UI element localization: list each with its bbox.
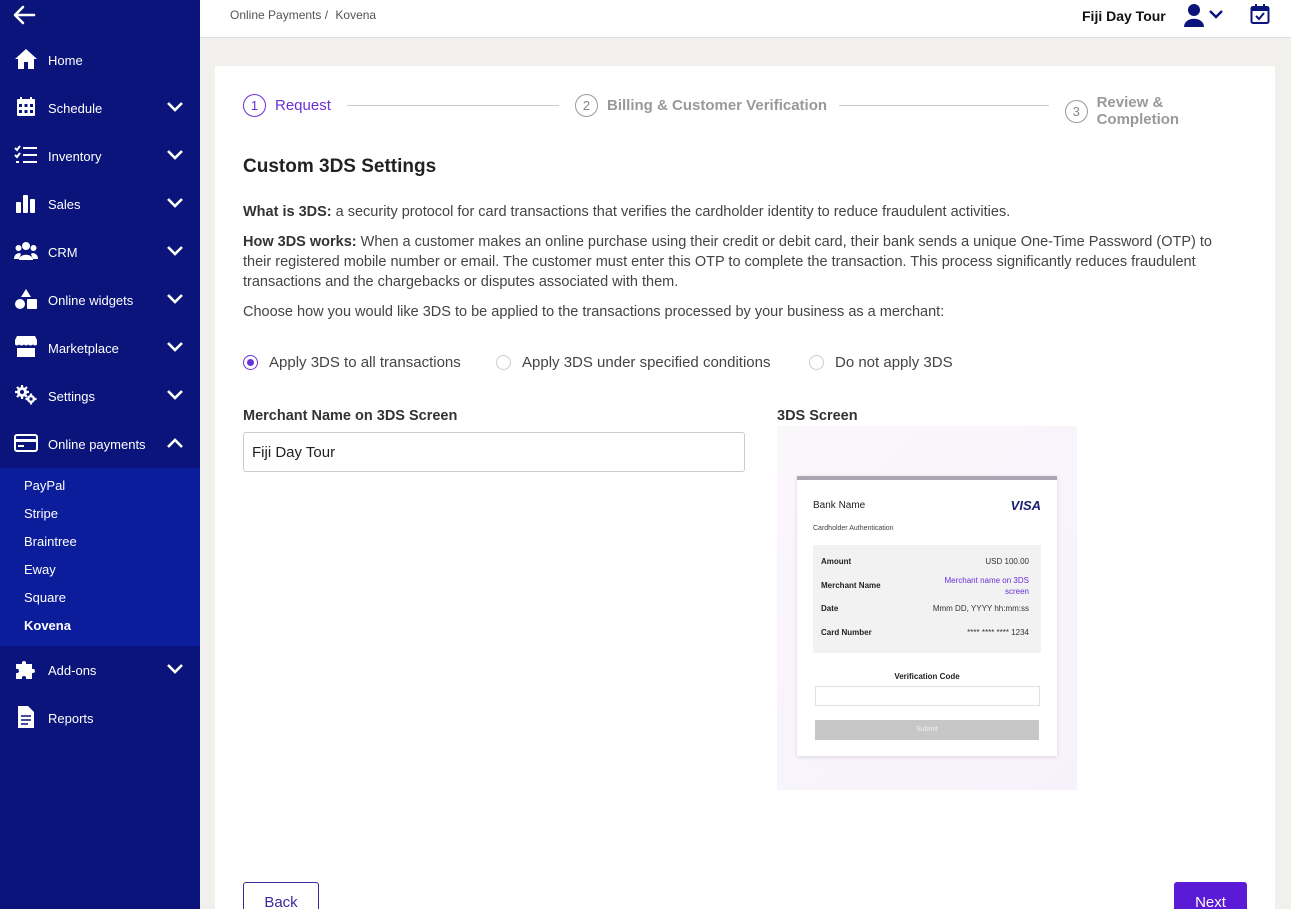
preview-submit-button: Submit xyxy=(815,720,1039,740)
checklist-icon xyxy=(14,144,38,166)
sidebar-item-add-ons[interactable] xyxy=(0,646,200,694)
credit-card-icon xyxy=(14,432,38,454)
page-title: Custom 3DS Settings xyxy=(243,156,437,177)
radio-apply-all[interactable] xyxy=(243,354,461,371)
submenu-item-square[interactable]: Square xyxy=(24,590,66,605)
gears-icon xyxy=(14,384,38,406)
sidebar-item-label: Online payments xyxy=(48,436,146,452)
user-menu-button[interactable] xyxy=(1184,3,1228,27)
sidebar-item-reports[interactable] xyxy=(0,694,200,742)
visa-logo: VISA xyxy=(1010,498,1041,513)
submenu-item-stripe[interactable]: Stripe xyxy=(24,506,58,521)
online-payments-submenu xyxy=(0,468,200,646)
radio-label: Apply 3DS to all transactions xyxy=(269,354,461,371)
radio-apply-conditions[interactable] xyxy=(496,354,770,371)
preview-row-key: Amount xyxy=(821,557,852,566)
back-button[interactable]: Back xyxy=(243,882,319,909)
step-request xyxy=(243,94,331,117)
how-3ds-works-body: When a customer makes an online purchase using their credit or debit card, their bank sends a unique One-Time Password (OTP) to their registered mobile number or email. The customer must enter this OTP to complete the transaction. This process significantly reduces fraudulent transactions and the chargebacks or disputes associated with them. xyxy=(243,234,1212,290)
merchant-name-input[interactable] xyxy=(243,432,745,472)
chevron-down-icon[interactable] xyxy=(166,149,184,161)
sidebar-item-label: Reports xyxy=(48,710,94,726)
radio-dot[interactable] xyxy=(496,355,511,370)
step-number: 1 xyxy=(243,94,266,117)
chevron-down-icon[interactable] xyxy=(166,245,184,257)
chevron-up-icon[interactable] xyxy=(166,437,184,449)
radio-do-not-apply[interactable] xyxy=(809,354,953,371)
preview-row-key: Date xyxy=(821,604,839,613)
preview-verification-label: Verification Code xyxy=(894,672,960,681)
sidebar-item-label: Home xyxy=(48,52,83,68)
user-icon xyxy=(1184,4,1204,27)
merchant-name-label: Merchant Name on 3DS Screen xyxy=(243,408,458,424)
radio-dot[interactable] xyxy=(243,355,258,370)
3ds-screen-preview xyxy=(777,426,1077,790)
what-is-3ds-body: a security protocol for card transactions that verifies the cardholder identity to reduce fraudulent activities. xyxy=(331,204,1011,220)
step-label: Billing & Customer Verification xyxy=(607,97,828,114)
sidebar-item-settings[interactable] xyxy=(0,372,200,420)
sidebar-item-online-payments[interactable] xyxy=(0,420,200,468)
step-connector xyxy=(839,105,1049,106)
radio-label: Do not apply 3DS xyxy=(835,354,953,371)
step-number: 3 xyxy=(1065,100,1088,123)
shapes-icon xyxy=(14,288,38,310)
sidebar-item-schedule[interactable] xyxy=(0,84,200,132)
back-arrow-icon[interactable] xyxy=(12,4,36,26)
top-bar xyxy=(200,0,1291,38)
sidebar-item-label: CRM xyxy=(48,244,78,260)
sidebar-item-label: Sales xyxy=(48,196,81,212)
main-card xyxy=(215,66,1275,909)
step-review xyxy=(1065,94,1247,128)
stepper xyxy=(243,94,1247,128)
what-is-3ds-text xyxy=(243,202,1233,222)
step-billing xyxy=(575,94,827,117)
sidebar-item-crm[interactable] xyxy=(0,228,200,276)
preview-verification-input xyxy=(815,686,1040,706)
document-icon xyxy=(14,706,38,728)
how-3ds-works-text xyxy=(243,232,1233,292)
company-name: Fiji Day Tour xyxy=(1082,8,1166,24)
step-number: 2 xyxy=(575,94,598,117)
radio-label: Apply 3DS under specified conditions xyxy=(522,354,771,371)
chevron-down-icon[interactable] xyxy=(166,663,184,675)
breadcrumb xyxy=(230,8,380,22)
choose-3ds-text: Choose how you would like 3DS to be applied to the transactions processed by your business as a merchant: xyxy=(243,304,945,320)
submenu-item-eway[interactable]: Eway xyxy=(24,562,56,577)
sidebar-item-home[interactable] xyxy=(0,36,200,84)
preview-row-key: Merchant Name xyxy=(821,581,881,590)
preview-row-value: USD 100.00 xyxy=(985,557,1029,566)
preview-row-value: **** **** **** 1234 xyxy=(967,628,1029,637)
sidebar-item-label: Add-ons xyxy=(48,662,97,678)
sidebar xyxy=(0,0,200,909)
submenu-item-braintree[interactable]: Braintree xyxy=(24,534,77,549)
preview-row-key: Card Number xyxy=(821,628,872,637)
chevron-down-icon[interactable] xyxy=(166,341,184,353)
puzzle-icon xyxy=(14,658,38,680)
next-button[interactable]: Next xyxy=(1174,882,1247,909)
home-icon xyxy=(14,48,38,70)
sidebar-item-marketplace[interactable] xyxy=(0,324,200,372)
chevron-down-icon xyxy=(1210,11,1222,17)
calendar-grid-icon xyxy=(14,96,38,118)
step-connector xyxy=(347,105,559,106)
sidebar-item-label: Settings xyxy=(48,388,95,404)
step-label: Review & Completion xyxy=(1096,94,1180,128)
chevron-down-icon[interactable] xyxy=(166,101,184,113)
chevron-down-icon[interactable] xyxy=(166,293,184,305)
radio-dot[interactable] xyxy=(809,355,824,370)
sidebar-item-label: Schedule xyxy=(48,100,103,116)
preview-auth-title: Cardholder Authentication xyxy=(813,525,894,532)
preview-details-box xyxy=(813,545,1041,653)
bar-chart-icon xyxy=(14,192,38,214)
sidebar-item-label: Marketplace xyxy=(48,340,119,356)
what-is-3ds-label: What is 3DS: xyxy=(243,204,332,220)
preview-card xyxy=(797,476,1057,756)
submenu-item-kovena[interactable]: Kovena xyxy=(24,618,71,633)
breadcrumb-kovena: Kovena xyxy=(335,8,377,22)
chevron-down-icon[interactable] xyxy=(166,389,184,401)
users-icon xyxy=(14,240,38,262)
sidebar-item-sales[interactable] xyxy=(0,180,200,228)
sidebar-item-label: Online widgets xyxy=(48,292,134,308)
sidebar-item-inventory[interactable] xyxy=(0,132,200,180)
3ds-screen-label: 3DS Screen xyxy=(777,408,858,424)
sidebar-item-label: Inventory xyxy=(48,148,102,164)
store-icon xyxy=(14,336,38,358)
calendar-check-icon[interactable] xyxy=(1250,3,1270,25)
step-label: Request xyxy=(275,97,331,114)
breadcrumb-online-payments[interactable]: Online Payments / xyxy=(230,8,329,22)
preview-bank-name: Bank Name xyxy=(813,500,866,511)
sidebar-nav xyxy=(0,36,200,742)
how-3ds-works-label: How 3DS works: xyxy=(243,234,357,250)
chevron-down-icon[interactable] xyxy=(166,197,184,209)
sidebar-item-online-widgets[interactable] xyxy=(0,276,200,324)
preview-row-value: Merchant name on 3DS screen xyxy=(944,576,1029,596)
preview-row-value: Mmm DD, YYYY hh:mm:ss xyxy=(932,604,1029,613)
submenu-item-paypal[interactable]: PayPal xyxy=(24,478,66,493)
